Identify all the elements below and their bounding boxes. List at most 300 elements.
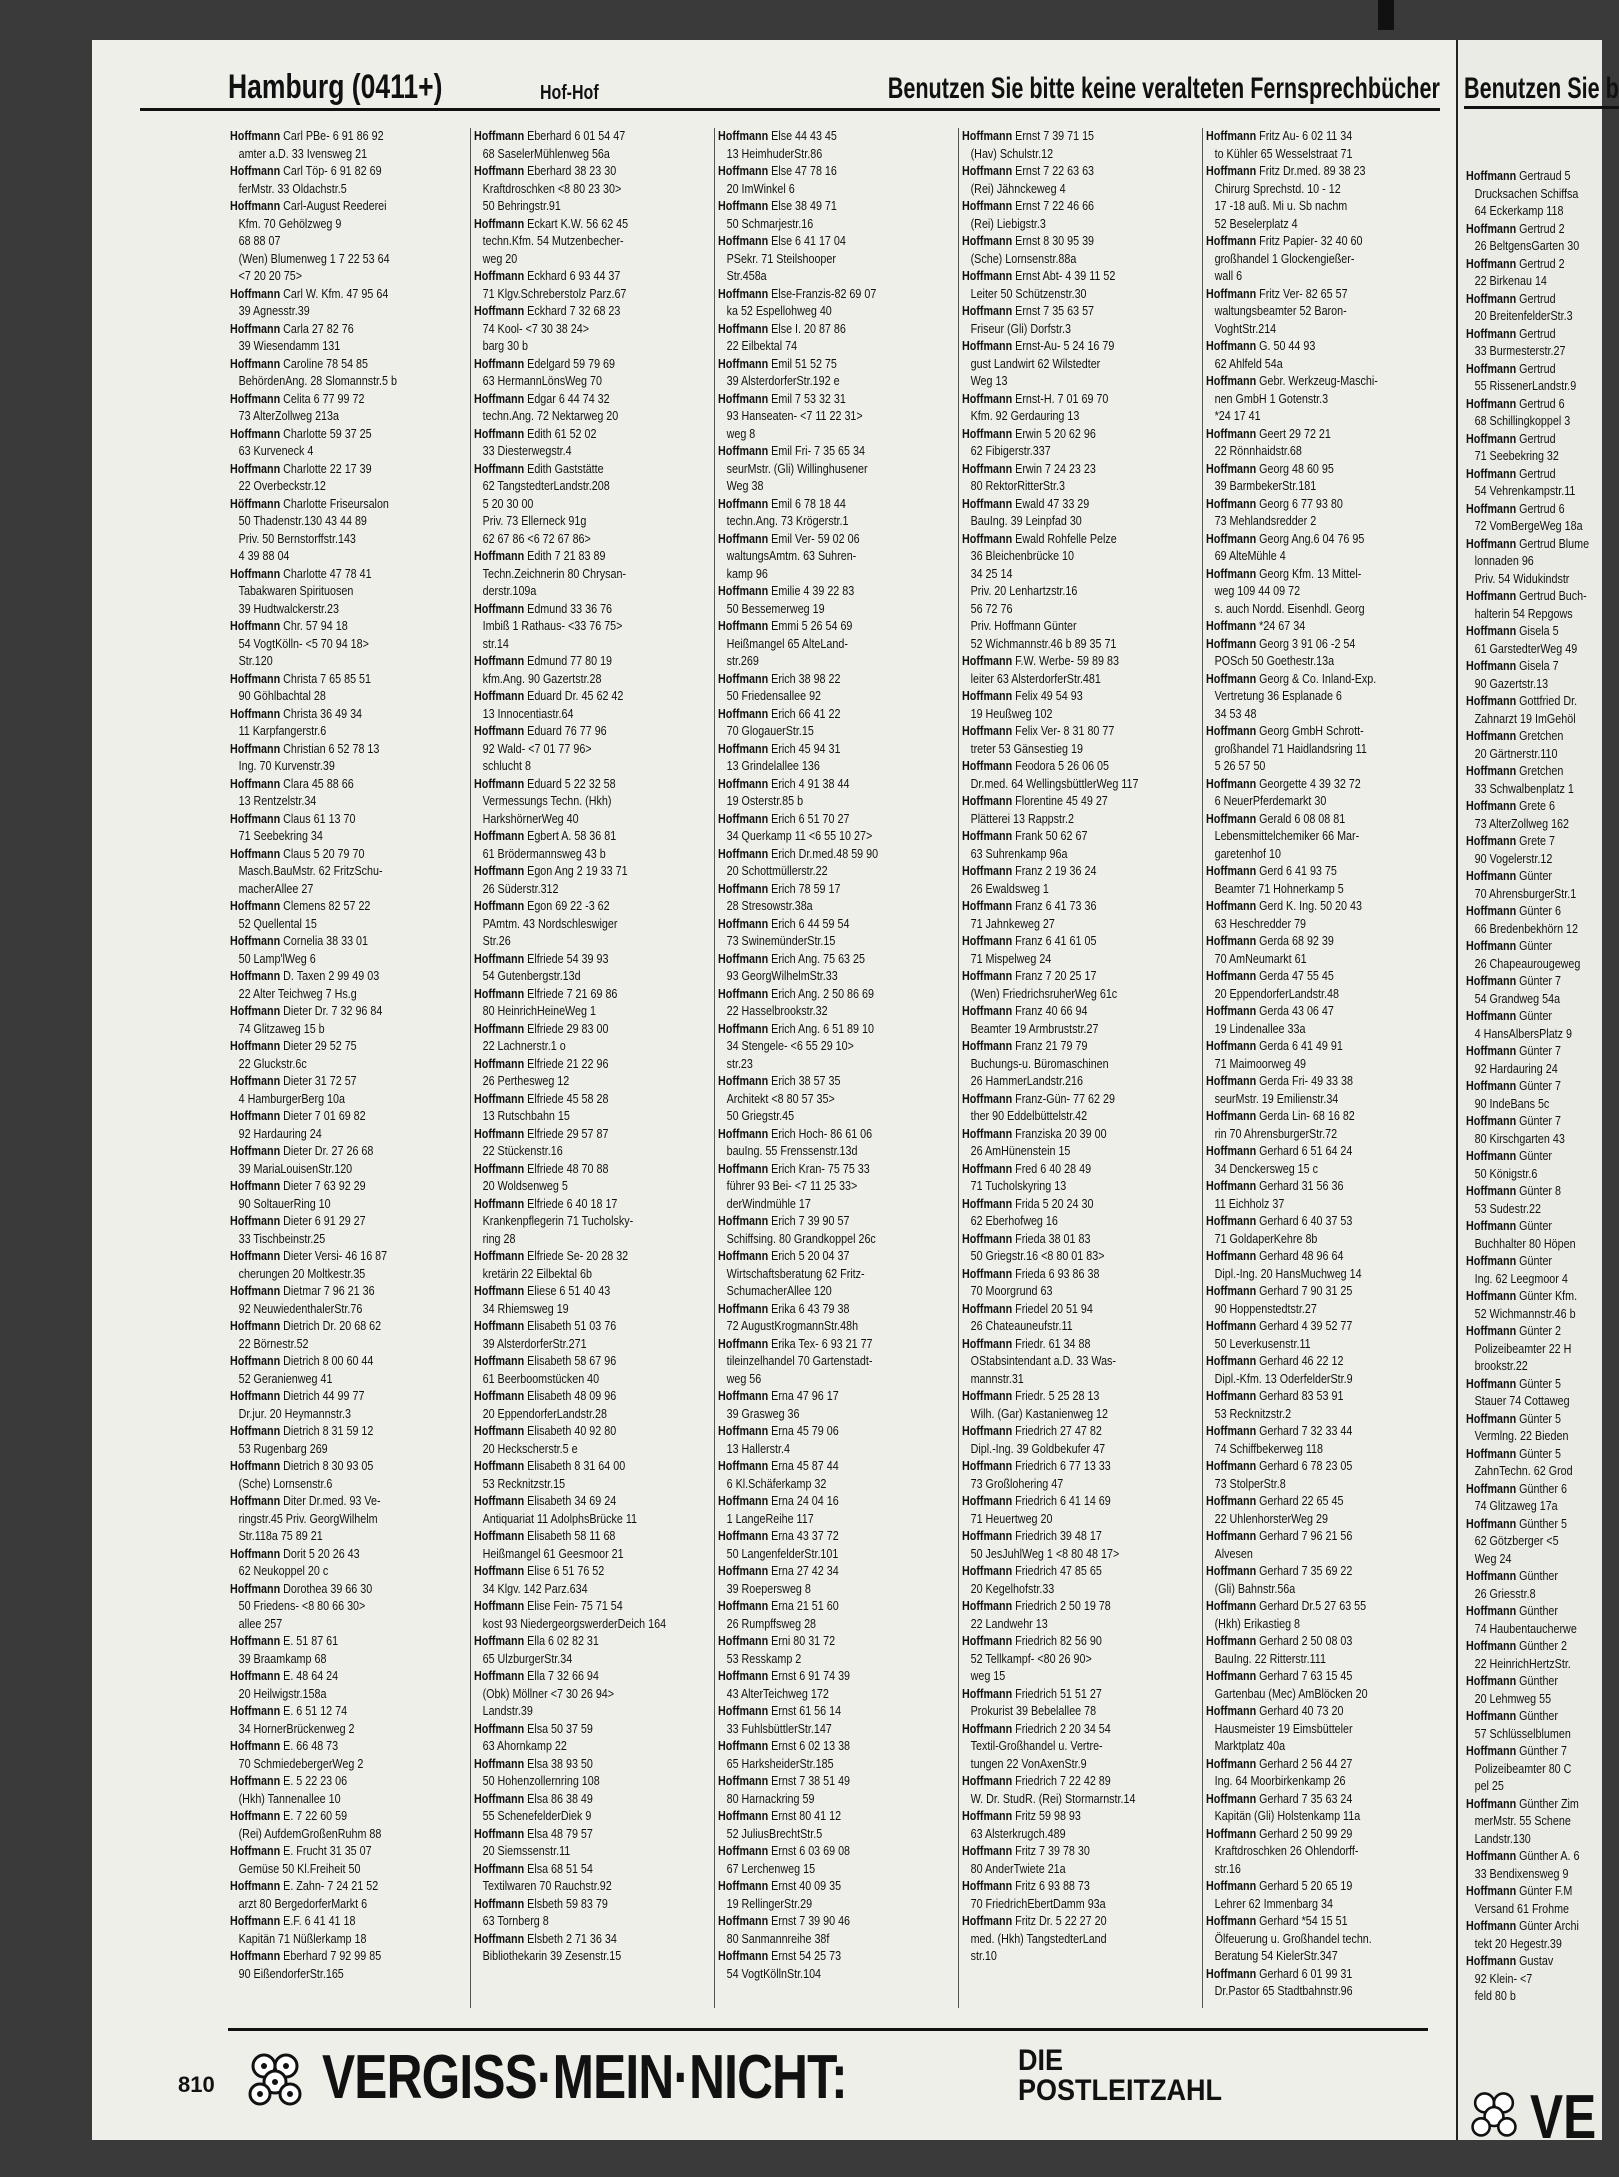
listing-entry: 52 Wichmannstr.46 b [1474, 1306, 1576, 1321]
listing-entry: Hoffmann Günter 6 [1466, 904, 1561, 918]
listing-entry: Hoffmann Gretchen [1466, 729, 1564, 743]
listing-entry: Hoffmann Gerhard 6 40 37 53 [1206, 1214, 1353, 1228]
listing-entry: Hoffmann Gerhard 6 51 64 24 [1206, 1144, 1353, 1158]
page-footer [240, 2042, 1420, 2122]
listing-entry: 71 GoldaperKehre 8b [1214, 1231, 1318, 1246]
listing-entry: Hoffmann Georg 48 60 95 [1206, 461, 1334, 476]
listing-entry: 92 Hardauring 24 [1474, 1061, 1558, 1076]
listing-entry: Hoffmann Egon Ang 2 19 33 71 [474, 864, 628, 878]
listing-entry: Hoffmann Gisela 7 [1466, 659, 1559, 673]
listing-entry: 33 Diesterwegstr.4 [482, 444, 572, 458]
listing-entry: 68 88 07 [238, 234, 281, 248]
listing-entry: Hoffmann Chr. 57 94 18 [230, 619, 348, 633]
listing-entry: 13 Rentzelstr.34 [238, 794, 317, 808]
listing-entry: Hoffmann Elfriede 48 70 88 [474, 1161, 609, 1176]
listing-entry: Hoffmann Franz 21 79 79 [962, 1039, 1088, 1053]
listing-entry: Hoffmann Erich Ang. 75 63 25 [718, 951, 865, 966]
listing-entry: Hoffmann Erna 45 87 44 [718, 1459, 839, 1473]
listing-column [474, 128, 712, 2008]
listing-entry: Hoffmann Ernst 7 22 46 66 [962, 199, 1095, 213]
listing-entry: Hoffmann Eliese 6 51 40 43 [474, 1284, 611, 1298]
listing-entry: weg 20 [482, 251, 518, 266]
listing-entry: str.269 [726, 654, 759, 668]
listing-entry: Hoffmann Gerd 6 41 93 75 [1206, 864, 1337, 878]
listing-entry: 61 Brödermannsweg 43 b [482, 846, 606, 861]
listing-entry: Hoffmann Carl W. Kfm. 47 95 64 [230, 286, 389, 301]
listing-entry: 92 NeuwiedenthalerStr.76 [238, 1301, 363, 1316]
listing-entry: 22 Börnestr.52 [238, 1336, 309, 1351]
listing-entry: Hoffmann Gerda Lin- 68 16 82 [1206, 1109, 1355, 1123]
listing-entry: Hoffmann Erich 6 44 59 54 [718, 916, 850, 931]
listing-entry: barg 30 b [482, 339, 529, 353]
column-divider [470, 128, 471, 2008]
listing-entry: Hoffmann Franz 6 41 73 36 [962, 899, 1097, 913]
listing-entry: Hoffmann Georg 6 77 93 80 [1206, 496, 1343, 511]
footer-slogan-plz: POSTLEITZAHL [1018, 2074, 1222, 2107]
listing-entry: 90 IndeBans 5c [1474, 1096, 1550, 1111]
listing-entry: 50 Friedens- <8 80 66 30> [238, 1599, 366, 1613]
listing-entry: Hoffmann Gerhard 40 73 20 [1206, 1704, 1344, 1718]
listing-entry: 90 Göhlbachtal 28 [238, 689, 326, 703]
listing-entry: Hoffmann Gerhard 46 22 12 [1206, 1354, 1344, 1368]
binding-edge [1378, 0, 1394, 30]
listing-entry: Hoffmann E. 48 64 24 [230, 1669, 339, 1683]
listing-entry: Prokurist 39 Bebelallee 78 [970, 1704, 1097, 1718]
listing-entry: Hoffmann E. Zahn- 7 24 21 52 [230, 1879, 379, 1893]
listing-entry: 57 Schlüsselblumen [1474, 1726, 1571, 1741]
listing-entry: Hoffmann Ernst 61 56 14 [718, 1704, 842, 1718]
listing-entry: Hoffmann Fritz Au- 6 02 11 34 [1206, 129, 1353, 143]
listing-entry: derWindmühle 17 [726, 1196, 811, 1211]
listing-entry: Hoffmann Erika Tex- 6 93 21 77 [718, 1336, 873, 1351]
listing-entry: Hoffmann Elisabeth 34 69 24 [474, 1494, 617, 1508]
listing-entry: (Rei) AufdemGroßenRuhm 88 [238, 1826, 382, 1841]
listing-entry: Hoffmann Georg & Co. Inland-Exp. [1206, 671, 1377, 686]
listing-entry: Hoffmann E. 7 22 60 59 [230, 1809, 348, 1823]
listing-entry: 20 Siemssenstr.11 [482, 1844, 571, 1858]
listing-entry: 50 Thadenstr.130 43 44 89 [238, 514, 367, 528]
listing-entry: 19 Osterstr.85 b [726, 794, 804, 808]
listing-entry: 64 Eckerkamp 118 [1474, 204, 1564, 218]
listing-entry: 80 RektorRitterStr.3 [970, 479, 1065, 493]
listing-entry: Hoffmann Carl-August Reederei [230, 199, 387, 213]
next-page-edge [1456, 40, 1619, 2152]
listing-entry: 39 BarmbekerStr.181 [1214, 479, 1317, 493]
listing-entry: Plätterei 13 Rappstr.2 [970, 811, 1074, 826]
listing-entry: 90 EißendorferStr.165 [238, 1966, 344, 1981]
listing-entry: 20 Lehmweg 55 [1474, 1691, 1552, 1706]
listing-entry: 80 HeinrichHeineWeg 1 [482, 1004, 596, 1018]
listing-entry: OStabsintendant a.D. 33 Was- [970, 1354, 1117, 1368]
listing-entry: 22 Eilbektal 74 [726, 339, 798, 353]
listing-entry: 71 Jahnkeweg 27 [970, 916, 1055, 931]
listing-entry: Hoffmann Elsa 50 37 59 [474, 1721, 593, 1736]
listing-entry: Masch.BauMstr. 62 FritzSchu- [238, 864, 383, 878]
listing-entry: Hoffmann Erich Hoch- 86 61 06 [718, 1126, 873, 1141]
listing-entry: Hoffmann Elfriede 6 40 18 17 [474, 1196, 618, 1211]
listing-entry: Dipl.-Kfm. 13 OderfelderStr.9 [1214, 1371, 1353, 1386]
listing-entry: Hoffmann Elfriede 29 57 87 [474, 1126, 609, 1141]
listing-entry: Hoffmann Gertrud 2 [1466, 256, 1565, 271]
listing-entry: Hoffmann Dieter 31 72 57 [230, 1074, 357, 1088]
listing-entry: 68 Schillingkoppel 3 [1474, 414, 1571, 428]
listing-column [962, 128, 1200, 2008]
listing-entry: Hoffmann Emil 51 52 75 [718, 356, 837, 371]
listing-entry: Hoffmann Dieter 6 91 29 27 [230, 1214, 366, 1228]
listing-entry: Dr.med. 64 WellingsbüttlerWeg 117 [970, 776, 1139, 791]
listing-entry: Hoffmann Claus 61 13 70 [230, 811, 356, 826]
listing-entry: 70 SchmiedebergerWeg 2 [238, 1756, 364, 1771]
listing-entry: tileinzelhandel 70 Gartenstadt- [726, 1354, 873, 1368]
listing-entry: Hoffmann Else 38 49 71 [718, 199, 837, 213]
listing-entry: 26 Perthesweg 12 [482, 1074, 570, 1088]
listing-entry: Hoffmann Günter 7 [1466, 1114, 1561, 1128]
listing-entry: 39 AlsterdorferStr.271 [482, 1336, 587, 1351]
listing-entry: Hoffmann Dorothea 39 66 30 [230, 1581, 373, 1596]
listing-entry: 33 Schwalbenplatz 1 [1474, 781, 1574, 796]
listing-entry: 20 Heckscherstr.5 e [482, 1441, 578, 1456]
listing-entry: Hoffmann Georg Kfm. 13 Mittel- [1206, 566, 1362, 581]
header-notice: Benutzen Sie bitte keine veralteten Fernsprechbücher [887, 72, 1440, 105]
listing-entry: Hoffmann Friedrich 2 20 34 54 [962, 1721, 1111, 1736]
listing-entry: Hoffmann Erna 45 79 06 [718, 1424, 839, 1438]
listing-entry: Hoffmann Günter [1466, 939, 1553, 953]
listing-entry: feld 80 b [1474, 1989, 1516, 2003]
listing-entry: 73 Großlohering 47 [970, 1476, 1064, 1491]
listing-entry: Hoffmann Friedrich 82 56 90 [962, 1634, 1102, 1648]
listing-entry: 20 Heilwigstr.158a [238, 1686, 327, 1701]
listing-entry: bauIng. 55 Frenssenstr.13d [726, 1144, 858, 1158]
listing-entry: Hoffmann Günther 2 [1466, 1639, 1567, 1653]
listing-entry: 22 Gluckstr.6c [238, 1056, 307, 1071]
listing-entry: pel 25 [1474, 1779, 1504, 1793]
listing-column [230, 128, 468, 2008]
listing-entry: 90 Vogelerstr.12 [1474, 851, 1553, 866]
listing-entry: Hoffmann Ewald 47 33 29 [962, 496, 1090, 511]
listing-entry: 61 GarstedterWeg 49 [1474, 641, 1578, 656]
listing-entry: Architekt <8 80 57 35> [726, 1091, 835, 1106]
listing-entry: 73 SwinemünderStr.15 [726, 934, 836, 948]
listing-entry: 52 Quellental 15 [238, 916, 317, 931]
forget-me-not-icon [240, 2044, 310, 2114]
listing-column [1206, 128, 1444, 2008]
listing-entry: Hoffmann Gerda 43 06 47 [1206, 1004, 1334, 1018]
listing-entry: Polizeibeamter 80 C [1474, 1761, 1572, 1776]
listing-entry: Hoffmann Gerhard 7 32 33 44 [1206, 1424, 1353, 1438]
listing-entry: Hoffmann Emil Ver- 59 02 06 [718, 531, 860, 546]
listing-entry: 74 Glitzaweg 15 b [238, 1021, 325, 1036]
listing-entry: Hoffmann Gerhard 7 90 31 25 [1206, 1284, 1353, 1298]
listing-entry: Hoffmann Erwin 5 20 62 96 [962, 426, 1096, 441]
listing-entry: Hoffmann Edmund 33 36 76 [474, 601, 613, 616]
listing-entry: Hoffmann Charlotte 47 78 41 [230, 566, 372, 581]
listing-entry: Hoffmann Fritz Papier- 32 40 60 [1206, 234, 1363, 248]
listing-entry: Hoffmann Elfriede 45 58 28 [474, 1091, 609, 1106]
listing-entry: 33 FuhlsbüttlerStr.147 [726, 1721, 832, 1736]
listing-entry: Kapitän 71 Nüßlerkamp 18 [238, 1931, 367, 1946]
listing-entry: Hoffmann Edgar 6 44 74 32 [474, 391, 610, 406]
listing-entry: 92 Wald- <7 01 77 96> [482, 741, 592, 756]
listing-entry: 71 Mispelweg 24 [970, 951, 1052, 966]
listing-entry: Hoffmann Dieter 7 63 92 29 [230, 1179, 366, 1193]
listing-entry: Hoffmann Günther 7 [1466, 1744, 1567, 1758]
listing-entry: Hoffmann Ernst 54 25 73 [718, 1949, 842, 1963]
listing-entry: 34 HornerBrückenweg 2 [238, 1721, 355, 1736]
listing-entry: Hoffmann Elise Fein- 75 71 54 [474, 1599, 623, 1613]
listing-entry: Hoffmann Gerald 6 08 08 81 [1206, 811, 1346, 826]
listing-entry: Hoffmann Ernst Abt- 4 39 11 52 [962, 269, 1116, 283]
listing-entry: 73 AlterZollweg 213a [238, 409, 340, 423]
listing-entry: BauIng. 22 Ritterstr.111 [1214, 1651, 1326, 1666]
listing-entry: 4 HansAlbersPlatz 9 [1474, 1026, 1573, 1041]
listing-entry: 71 Heuertweg 20 [970, 1511, 1053, 1526]
listing-entry: Hoffmann Erich 5 20 04 37 [718, 1249, 850, 1263]
listing-entry: 11 Karpfangerstr.6 [238, 724, 327, 738]
listing-entry: Gemüse 50 Kl.Freiheit 50 [238, 1861, 361, 1876]
listing-entry: Hoffmann Franz 7 20 25 17 [962, 969, 1097, 983]
listing-entry: Hoffmann Friedrich 47 85 65 [962, 1564, 1102, 1578]
listing-entry: 36 Bleichenbrücke 10 [970, 549, 1075, 563]
next-page-footer [1458, 2082, 1602, 2162]
listing-entry: Hoffmann Elfriede 7 21 69 86 [474, 986, 618, 1001]
listing-entry: Hoffmann Gebr. Werkzeug-Maschi- [1206, 374, 1378, 388]
listing-entry: Hoffmann Georg Ang.6 04 76 95 [1206, 531, 1365, 546]
listing-entry: Hoffmann Erich 4 91 38 44 [718, 776, 850, 791]
listing-entry: Friseur (Gli) Dorfstr.3 [970, 321, 1071, 336]
listing-entry: VoghtStr.214 [1214, 321, 1277, 336]
listing-entry: 39 Agnesstr.39 [238, 304, 310, 318]
listing-entry: 55 RissenerLandstr.9 [1474, 379, 1577, 393]
listing-entry: Hoffmann Gerd K. Ing. 50 20 43 [1206, 899, 1362, 913]
listing-entry: Hoffmann Carla 27 82 76 [230, 321, 354, 336]
listing-entry: Hoffmann Friedrich 6 77 13 33 [962, 1459, 1111, 1473]
listing-entry: Hoffmann Ernst 40 09 35 [718, 1879, 842, 1893]
listing-entry: Hoffmann Ernst 6 91 74 39 [718, 1669, 851, 1683]
listing-entry: Hoffmann Erna 43 37 72 [718, 1529, 839, 1543]
listing-entry: 20 Woldsenweg 5 [482, 1179, 568, 1193]
listing-entry: Str.26 [482, 934, 511, 948]
listing-entry: 71 Maimoorweg 49 [1214, 1056, 1307, 1071]
listing-entry: Hoffmann Elfriede 29 83 00 [474, 1021, 609, 1036]
listing-entry: Hoffmann Emil Fri- 7 35 65 34 [718, 444, 865, 458]
listing-entry: Hoffmann Dietrich 8 00 60 44 [230, 1354, 374, 1368]
listing-entry: 63 Suhrenkamp 96a [970, 846, 1068, 861]
listing-entry: Hoffmann Emil 7 53 32 31 [718, 391, 846, 406]
listing-entry: 1 LangeReihe 117 [726, 1511, 814, 1526]
listing-entry: 13 Grindelallee 136 [726, 759, 820, 773]
listing-entry: Hoffmann Caroline 78 54 85 [230, 356, 369, 371]
listing-entry: Hoffmann Erich 45 94 31 [718, 741, 841, 756]
listing-entry: 13 HeimhuderStr.86 [726, 146, 823, 161]
listing-entry: Hoffmann Christa 36 49 34 [230, 706, 363, 721]
listing-entry: 50 Griegstr.16 <8 80 01 83> [970, 1249, 1105, 1263]
listing-entry: Hoffmann Dietrich 8 31 59 12 [230, 1424, 374, 1438]
listing-entry: Tabakwaren Spirituosen [238, 584, 354, 598]
listing-entry: kost 93 NiedergeorgswerderDeich 164 [482, 1616, 667, 1631]
listing-entry: Hoffmann Dietmar 7 96 21 36 [230, 1284, 375, 1298]
listing-entry: Hoffmann Gerhard 2 50 99 29 [1206, 1826, 1353, 1841]
listing-entry: 70 AhrensburgerStr.1 [1474, 886, 1577, 901]
listing-entry: gust Landwirt 62 Wilstedter [970, 356, 1101, 371]
listing-entry: Hoffmann Günter 7 [1466, 1079, 1561, 1093]
listing-entry: Hoffmann Gerhard 22 65 45 [1206, 1494, 1344, 1508]
listing-entry: 11 Eichholz 37 [1214, 1196, 1285, 1211]
listing-entry: Zahnarzt 19 ImGehöl [1474, 711, 1576, 726]
page-number: 810 [178, 2072, 215, 2097]
listing-entry: Hoffmann Georg 3 91 06 -2 54 [1206, 636, 1356, 651]
listing-entry: Höffmann Charlotte Friseursalon [230, 496, 389, 511]
listing-entry: Hoffmann Erna 47 96 17 [718, 1389, 839, 1403]
listing-entry: wall 6 [1214, 269, 1243, 283]
listing-entry: Buchungs-u. Büromaschinen [970, 1056, 1109, 1071]
listing-entry: 62 Götzberger <5 [1474, 1534, 1559, 1548]
listing-entry: ferMstr. 33 Oldachstr.5 [238, 181, 347, 196]
listing-entry: 20 EppendorferLandstr.28 [482, 1406, 607, 1421]
listing-entry: Priv. 50 Bernstorffstr.143 [238, 531, 356, 546]
listing-entry: Hoffmann Erni 80 31 72 [718, 1634, 836, 1648]
listing-entry: 54 Grandweg 54a [1474, 991, 1561, 1006]
listing-entry: Hoffmann Fritz 59 98 93 [962, 1809, 1081, 1823]
listing-entry: Polizeibeamter 22 H [1474, 1341, 1572, 1356]
listing-entry: s. auch Nordd. Eisenhdl. Georg [1214, 601, 1365, 616]
listing-entry: 71 Klgv.Schreberstolz Parz.67 [482, 286, 627, 301]
listing-entry: Hoffmann Erwin 7 24 23 23 [962, 461, 1096, 476]
listing-entry: Hoffmann Ernst 6 02 13 38 [718, 1739, 851, 1753]
listing-entry: cherungen 20 Moltkestr.35 [238, 1266, 366, 1281]
listing-entry: Hoffmann Eckhard 6 93 44 37 [474, 269, 621, 283]
listing-entry: 53 Recknitzstr.2 [1214, 1406, 1292, 1421]
listing-entry: Hoffmann Elisabeth 40 92 80 [474, 1424, 617, 1438]
listing-entry: Hoffmann Gerhard 6 01 99 31 [1206, 1966, 1353, 1981]
listing-entry: Hoffmann Friedrich 2 50 19 78 [962, 1599, 1111, 1613]
listing-entry: Hoffmann Günter [1466, 869, 1553, 883]
listing-entry: Ing. 70 Kurvenstr.39 [238, 759, 335, 773]
listing-entry: POSch 50 Goethestr.13a [1214, 654, 1335, 668]
listing-entry: Hoffmann Edith 61 52 02 [474, 426, 597, 441]
listing-entry: Schiffsing. 80 Grandkoppel 26c [726, 1231, 876, 1246]
listing-entry: Hoffmann Günther [1466, 1709, 1558, 1723]
listing-entry: (Wen) Blumenweg 1 7 22 53 64 [238, 251, 390, 266]
listing-entry: 5 20 30 00 [482, 496, 534, 511]
listing-entry: Hoffmann Gertrud [1466, 361, 1556, 376]
listing-entry: Hoffmann Gerhard Dr.5 27 63 55 [1206, 1599, 1367, 1613]
listing-entry: Leiter 50 Schützenstr.30 [970, 286, 1087, 301]
listing-entry: Hoffmann Günther 6 [1466, 1481, 1567, 1496]
listing-entry: 13 Innocentiastr.64 [482, 706, 574, 721]
listing-entry: 63 Alsterkrugch.489 [970, 1826, 1066, 1841]
listing-entry: Hoffmann G. 50 44 93 [1206, 339, 1316, 353]
listing-entry: Hoffmann Fritz Dr. 5 22 27 20 [962, 1914, 1107, 1928]
listing-entry: 20 Schottmüllerstr.22 [726, 864, 828, 878]
listing-entry: Kfm. 70 Gehölzweg 9 [238, 216, 342, 231]
listing-entry: Versand 61 Frohme [1474, 1901, 1570, 1916]
listing-entry: Hoffmann Gerhard 7 63 15 45 [1206, 1669, 1353, 1683]
listing-entry: Hoffmann Christian 6 52 78 13 [230, 741, 380, 756]
listing-entry: Hoffmann Franz 2 19 36 24 [962, 864, 1097, 878]
listing-entry: (Rei) Liebigstr.3 [970, 216, 1046, 231]
listing-entry: Hoffmann Günter 2 [1466, 1324, 1561, 1338]
footer-slogan-die: DIE [1018, 2044, 1064, 2077]
listing-entry: Hoffmann Ernst 7 22 63 63 [962, 164, 1095, 178]
listing-entry: Hoffmann Celita 6 77 99 72 [230, 391, 365, 406]
listing-entry: str.14 [482, 636, 509, 651]
listing-entry: Heißmangel 65 AlteLand- [726, 636, 848, 651]
listing-entry: Beamter 71 Hohnerkamp 5 [1214, 881, 1344, 896]
next-page-slogan: VE [1530, 2083, 1597, 2152]
listing-entry: 39 Hudtwalckerstr.23 [238, 601, 339, 616]
listing-entry: Hoffmann Günter 8 [1466, 1184, 1561, 1198]
listing-entry: 73 AlterZollweg 162 [1474, 816, 1570, 831]
listing-entry: 52 JuliusBrechtStr.5 [726, 1826, 823, 1841]
listing-entry: waltungsbeamter 52 Baron- [1214, 304, 1347, 318]
listing-entry: Hoffmann Gretchen [1466, 764, 1564, 778]
listing-entry: treter 53 Gänsestieg 19 [970, 741, 1083, 756]
listing-entry: Hoffmann Frida 5 20 24 30 [962, 1196, 1094, 1211]
listing-entry: Dipl.-Ing. 20 HansMuchweg 14 [1214, 1266, 1362, 1281]
listing-entry: Hoffmann Else-Franzis-82 69 07 [718, 286, 877, 301]
listing-entry: Hoffmann Christa 7 65 85 51 [230, 671, 371, 686]
listing-entry: Hoffmann Else 6 41 17 04 [718, 234, 846, 248]
listing-entry: Hoffmann Elisabeth 58 11 68 [474, 1529, 616, 1543]
listing-entry: to Kühler 65 Wesselstraat 71 [1214, 146, 1353, 161]
listing-entry: Kraftdroschken <8 80 23 30> [482, 181, 622, 196]
listing-entry: Hoffmann Frank 50 62 67 [962, 829, 1088, 843]
listing-entry: Dr.jur. 20 Heymannstr.3 [238, 1406, 351, 1421]
listing-entry: 13 Rutschbahn 15 [482, 1109, 570, 1123]
listing-entry: 22 HeinrichHertzStr. [1474, 1656, 1571, 1671]
listing-entry: techn.Kfm. 54 Mutzenbecher- [482, 234, 624, 248]
listing-entry: Hoffmann Ernst-Au- 5 24 16 79 [962, 339, 1115, 353]
listing-entry: 71 Seebekring 34 [238, 829, 323, 843]
listing-entry: Hoffmann Clara 45 88 66 [230, 776, 354, 791]
listing-entry: lonnaden 96 [1474, 554, 1534, 568]
listing-entry: 26 Süderstr.312 [482, 881, 559, 896]
listing-entry: Hoffmann Elsbeth 2 71 36 34 [474, 1931, 617, 1946]
listing-entry: 61 Beerboomstücken 40 [482, 1371, 600, 1386]
listing-entry: 70 GlogauerStr.15 [726, 724, 814, 738]
listing-entry: 34 Stengele- <6 55 29 10> [726, 1039, 854, 1053]
listing-entry: 34 Rhiemsweg 19 [482, 1301, 569, 1316]
listing-entry: Str.118a 75 89 21 [238, 1529, 323, 1543]
listing-entry: Hoffmann Frieda 38 01 83 [962, 1231, 1091, 1246]
listing-entry: Hoffmann Eduard Dr. 45 62 42 [474, 689, 624, 703]
listing-entry: str.23 [726, 1056, 753, 1071]
listing-entry: Hoffmann Franz 6 41 61 05 [962, 934, 1097, 948]
listing-entry: 50 Schmarjestr.16 [726, 216, 814, 231]
listing-entry: 50 Griegstr.45 [726, 1109, 795, 1123]
listing-entry: Bibliothekarin 39 Zesenstr.15 [482, 1949, 622, 1963]
listing-entry: Hoffmann Günter 7 [1466, 1044, 1561, 1058]
listing-entry: Hoffmann Günther [1466, 1604, 1558, 1618]
listing-entry: Textilwaren 70 Rauchstr.92 [482, 1879, 612, 1893]
listing-entry: 80 Sanmannreihe 38f [726, 1931, 830, 1946]
listing-entry: Hoffmann Ernst 80 41 12 [718, 1809, 842, 1823]
listing-entry: Hoffmann Erich 38 98 22 [718, 671, 841, 686]
listing-entry: 19 Lindenallee 33a [1214, 1021, 1306, 1036]
listing-entry: Hoffmann Günter [1466, 1009, 1553, 1023]
listing-entry: Hoffmann Erich 6 51 70 27 [718, 811, 850, 826]
listing-entry: 69 AlteMühle 4 [1214, 549, 1286, 563]
listing-entry: 80 AnderTwiete 21a [970, 1861, 1066, 1876]
listing-entry: 34 53 48 [1214, 706, 1257, 721]
listing-entry: 50 Königstr.6 [1474, 1166, 1538, 1181]
column-divider [958, 128, 959, 2008]
listing-entry: 92 Hardauring 24 [238, 1126, 322, 1141]
listing-entry: Hoffmann Gerda Fri- 49 33 38 [1206, 1074, 1353, 1088]
listing-entry: Hoffmann Friedel 20 51 94 [962, 1301, 1093, 1316]
listing-entry: Hoffmann Gerhard 83 53 91 [1206, 1389, 1344, 1403]
listing-entry: allee 257 [238, 1616, 283, 1631]
